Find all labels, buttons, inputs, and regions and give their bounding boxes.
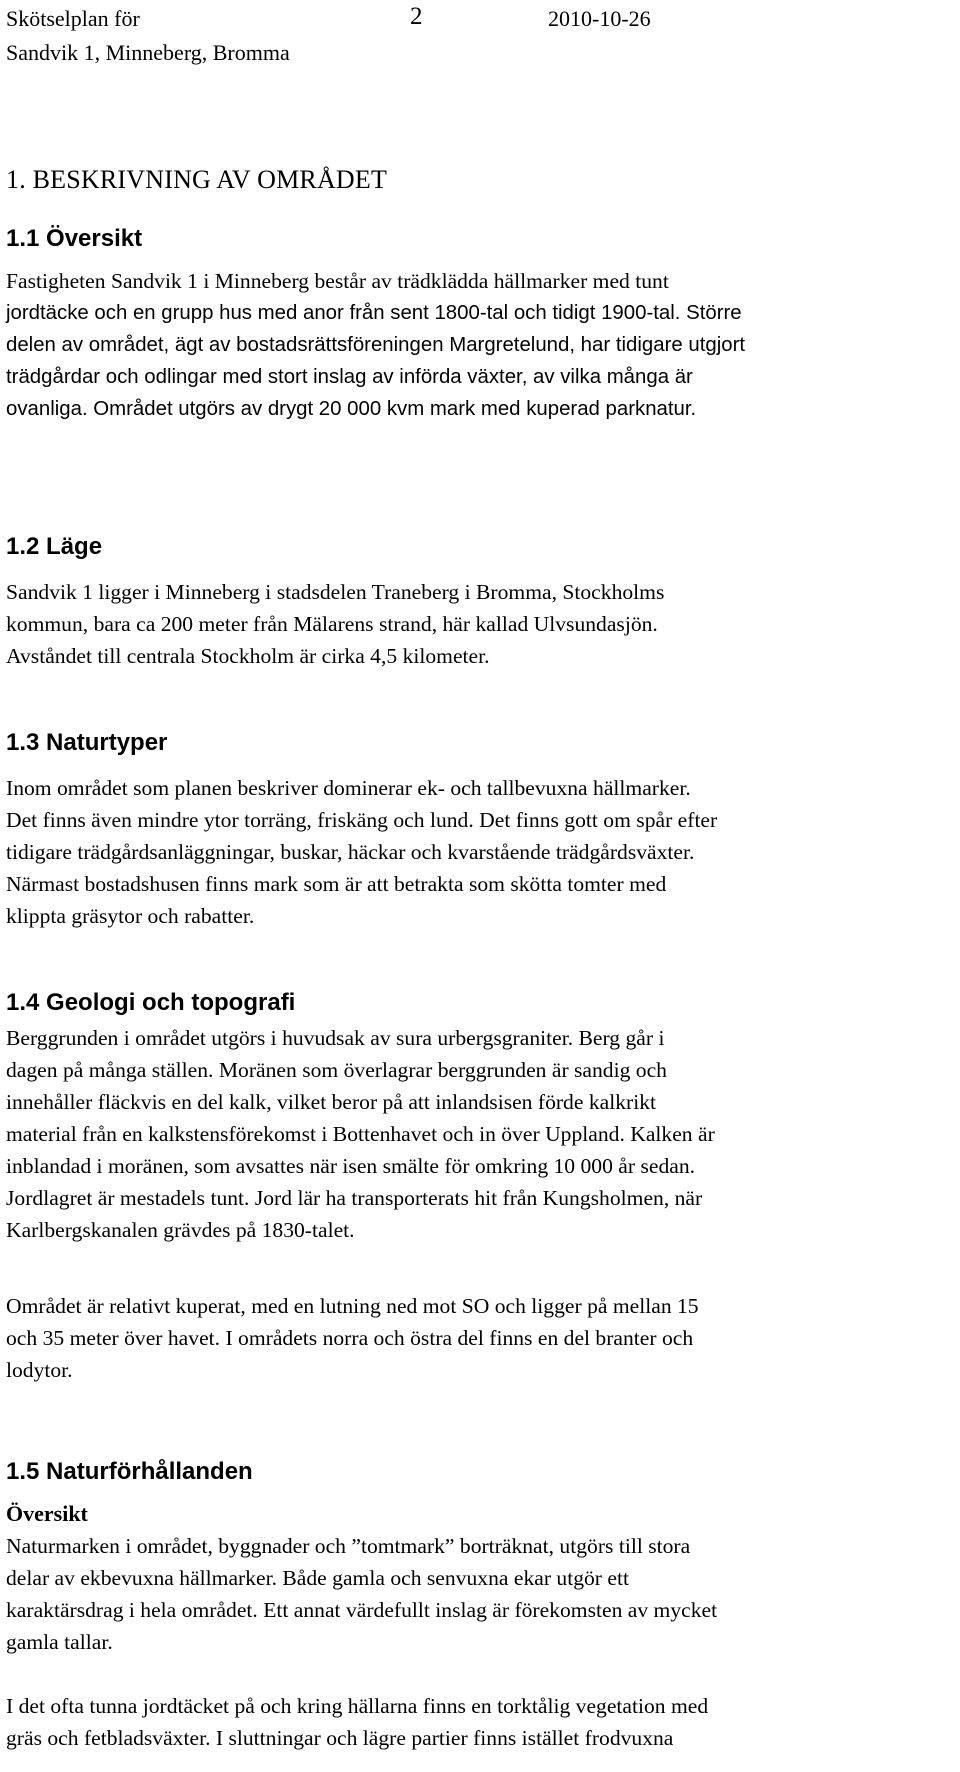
paragraph-line: Närmast bostadshusen finns mark som är att betrakta som skötta tomter med xyxy=(6,872,667,896)
heading-1-2: 1.2 Läge xyxy=(6,533,103,560)
paragraph-1-5 xyxy=(6,1530,936,1658)
paragraph-1-3 xyxy=(6,772,936,932)
paragraph-line: Jordlagret är mestadels tunt. Jord lär ha transporterats hit från Kungsholmen, när xyxy=(6,1186,703,1210)
paragraph-1-5-vegetation xyxy=(6,1690,936,1754)
heading-1-4: 1.4 Geologi och topografi xyxy=(6,989,296,1016)
paragraph-line: klippta gräsytor och rabatter. xyxy=(6,904,255,928)
paragraph-line: Sandvik 1 ligger i Minneberg i stadsdelen Traneberg i Bromma, Stockholms xyxy=(6,580,665,604)
document-header-title xyxy=(6,2,290,70)
paragraph-1-1 xyxy=(6,265,936,425)
paragraph-line: kommun, bara ca 200 meter från Mälarens strand, här kallad Ulvsundasjön. xyxy=(6,612,658,636)
paragraph-line: Berggrunden i området utgörs i huvudsak av sura urbergsgraniter. Berg går i xyxy=(6,1026,665,1050)
heading-1-3: 1.3 Naturtyper xyxy=(6,729,168,756)
paragraph-line: Det finns även mindre ytor torräng, friskäng och lund. Det finns gott om spår efter xyxy=(6,808,718,832)
paragraph-line: karaktärsdrag i hela området. Ett annat värdefullt inslag är förekomsten av mycket xyxy=(6,1598,718,1622)
paragraph-line: jordtäcke och en grupp hus med anor från sent 1800-tal och tidigt 1900-tal. Större xyxy=(6,302,742,324)
paragraph-line: Naturmarken i området, byggnader och ”tomtmark” borträknat, utgörs till stora xyxy=(6,1534,691,1558)
header-title-line-2: Sandvik 1, Minneberg, Bromma xyxy=(6,40,290,65)
paragraph-line: I det ofta tunna jordtäcket på och kring hällarna finns en torktålig vegetation med xyxy=(6,1694,709,1718)
paragraph-line: ovanliga. Området utgörs av drygt 20 000 kvm mark med kuperad parknatur. xyxy=(6,398,697,420)
paragraph-line: innehåller fläckvis en del kalk, vilket beror på att inlandsisen förde kalkrikt xyxy=(6,1090,656,1114)
paragraph-1-4-topography xyxy=(6,1290,936,1386)
paragraph-line: och 35 meter över havet. I områdets norra och östra del finns en del branter och xyxy=(6,1326,694,1350)
paragraph-line: tidigare trädgårdsanläggningar, buskar, häckar och kvarstående trädgårdsväxter. xyxy=(6,840,695,864)
paragraph-line: Avståndet till centrala Stockholm är cirka 4,5 kilometer. xyxy=(6,644,490,668)
paragraph-line: gräs och fetbladsväxter. I sluttningar och lägre partier finns istället frodvuxna xyxy=(6,1726,674,1750)
subheading-oversikt: Översikt xyxy=(6,1501,88,1526)
paragraph-line: Karlbergskanalen grävdes på 1830-talet. xyxy=(6,1218,355,1242)
paragraph-line: gamla tallar. xyxy=(6,1630,113,1654)
paragraph-1-4 xyxy=(6,1022,936,1246)
heading-1-1: 1.1 Översikt xyxy=(6,225,143,252)
paragraph-line: material från en kalkstensförekomst i Bottenhavet och in över Uppland. Kalken är xyxy=(6,1122,715,1146)
section-title: 1. BESKRIVNING AV OMRÅDET xyxy=(6,165,388,194)
page-number: 2 xyxy=(410,3,423,30)
paragraph-1-2 xyxy=(6,576,936,672)
paragraph-line: delar av ekbevuxna hällmarker. Både gamla och senvuxna ekar utgör ett xyxy=(6,1566,629,1590)
header-title-line-1: Skötselplan för xyxy=(6,6,140,31)
paragraph-line: Inom området som planen beskriver dominerar ek- och tallbevuxna hällmarker. xyxy=(6,776,691,800)
paragraph-line: inblandad i moränen, som avsattes när isen smälte för omkring 10 000 år sedan. xyxy=(6,1154,696,1178)
document-date: 2010-10-26 xyxy=(548,6,651,31)
paragraph-line: delen av området, ägt av bostadsrättsföreningen Margretelund, har tidigare utgjort xyxy=(6,334,746,356)
paragraph-line: Fastigheten Sandvik 1 i Minneberg består av trädklädda hällmarker med tunt xyxy=(6,269,669,293)
paragraph-line: Området är relativt kuperat, med en lutning ned mot SO och ligger på mellan 15 xyxy=(6,1294,699,1318)
paragraph-line: dagen på många ställen. Moränen som överlagrar berggrunden är sandig och xyxy=(6,1058,667,1082)
paragraph-line: lodytor. xyxy=(6,1358,73,1382)
heading-1-5: 1.5 Naturförhållanden xyxy=(6,1458,253,1485)
paragraph-line: trädgårdar och odlingar med stort inslag av införda växter, av vilka många är xyxy=(6,366,693,388)
